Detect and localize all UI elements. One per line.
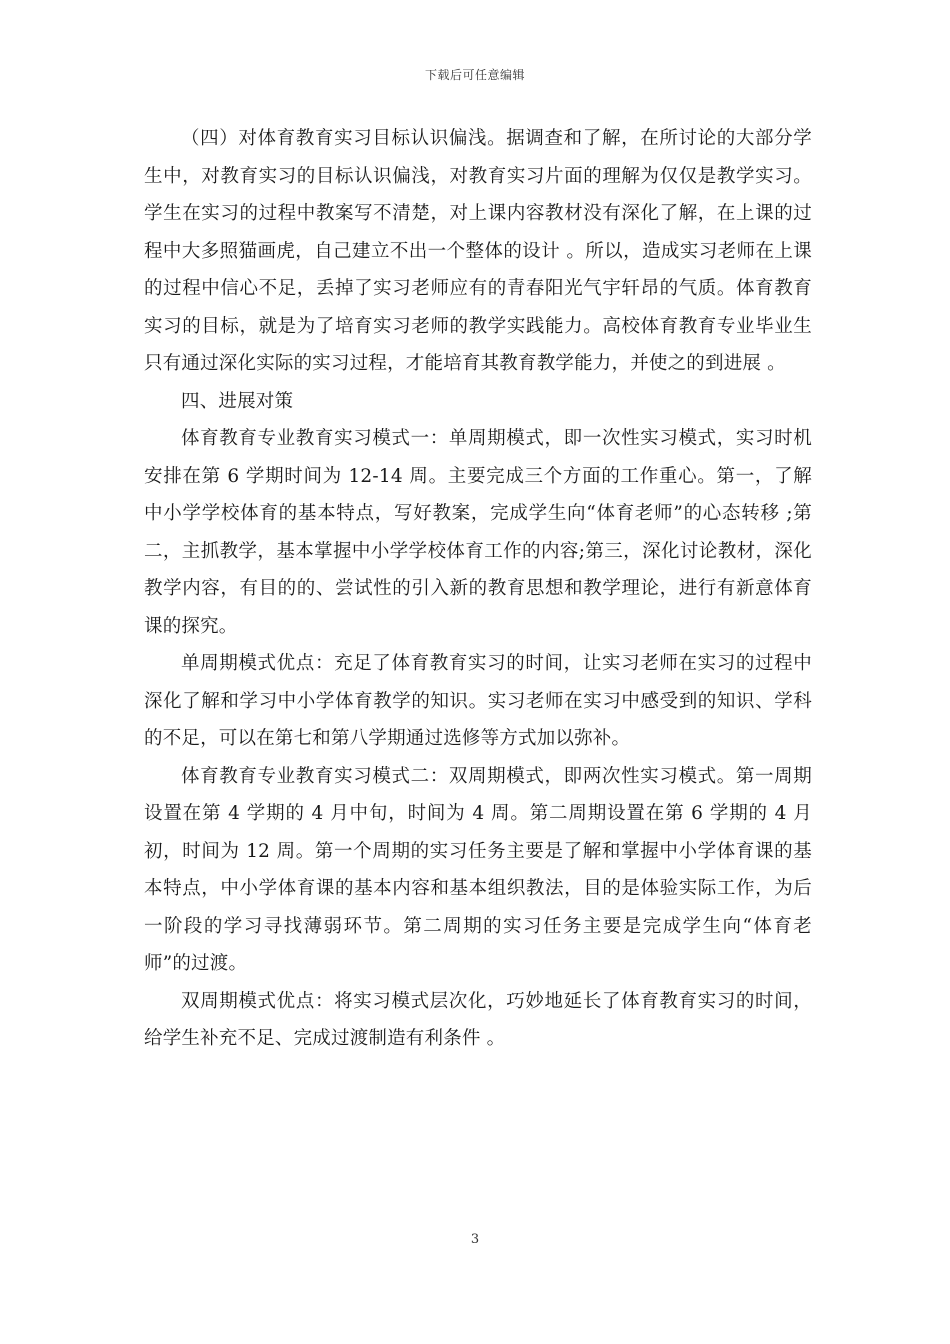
header-note: 下载后可任意编辑 (424, 68, 525, 82)
paragraph-mode-one-advantages: 单周期模式优点：充足了体育教育实习的时间，让实习老师在实习的过程中深化了解和学习中小学体育教学的知识。实习老师在实习中感受到的知识、学科的不足，可以在第七和第八学期通过选修等方式加以弥补。 (144, 653, 812, 749)
section-heading-countermeasures: 四、进展对策 (181, 390, 294, 412)
document-body (144, 120, 812, 1058)
paragraph-goal-awareness: （四）对体育教育实习目标认识偏浅。据调查和了解，在所讨论的大部分学生中，对教育实习的目标认识偏浅，对教育实习片面的理解为仅仅是教学实习。学生在实习的过程中教案写不清楚，对上课内容教材没有深化了解，在上课的过程中大多照猫画虎，自己建立不出一个整体的设计 。所以，造成实习老师在上课的过程中信心不足，丢掉了实习老师应有的青春阳光气宇轩昂的气质。体育教育实习的目标，就是为了培育实习老师的教学实践能力。高校体育教育专业毕业生只有通过深化实际的实习过程，才能培育其教育教学能力，并使之的到进展 。 (144, 128, 812, 374)
paragraph-mode-two-advantages: 双周期模式优点：将实习模式层次化，巧妙地延长了体育教育实习的时间，给学生补充不足、完成过渡制造有利条件 。 (144, 990, 812, 1049)
paragraph-mode-two: 体育教育专业教育实习模式二：双周期模式，即两次性实习模式。第一周期设置在第 4 学期的 4 月中旬，时间为 4 周。第二周期设置在第 6 学期的 4 月初，时间为 12 周。第一个周期的实习任务主要是了解和掌握中小学体育课的基本特点，中小学体育课的基本内容和基本组织教法，目的是体验实际工作，为后一阶段的学习寻找薄弱环节。第二周期的实习任务主要是完成学生向“体育老师”的过渡。 (144, 765, 812, 974)
page-number: 3 (470, 1232, 480, 1247)
paragraph-mode-one: 体育教育专业教育实习模式一：单周期模式，即一次性实习模式，实习时机安排在第 6 学期时间为 12-14 周。主要完成三个方面的工作重心。第一，了解中小学学校体育的基本特点，写好教案，完成学生向“体育老师”的心态转移 ;第二，主抓教学，基本掌握中小学学校体育工作的内容;第三，深化讨论教材，深化教学内容，有目的的、尝试性的引入新的教育思想和教学理论，进行有新意体育课的探究。 (144, 428, 812, 637)
